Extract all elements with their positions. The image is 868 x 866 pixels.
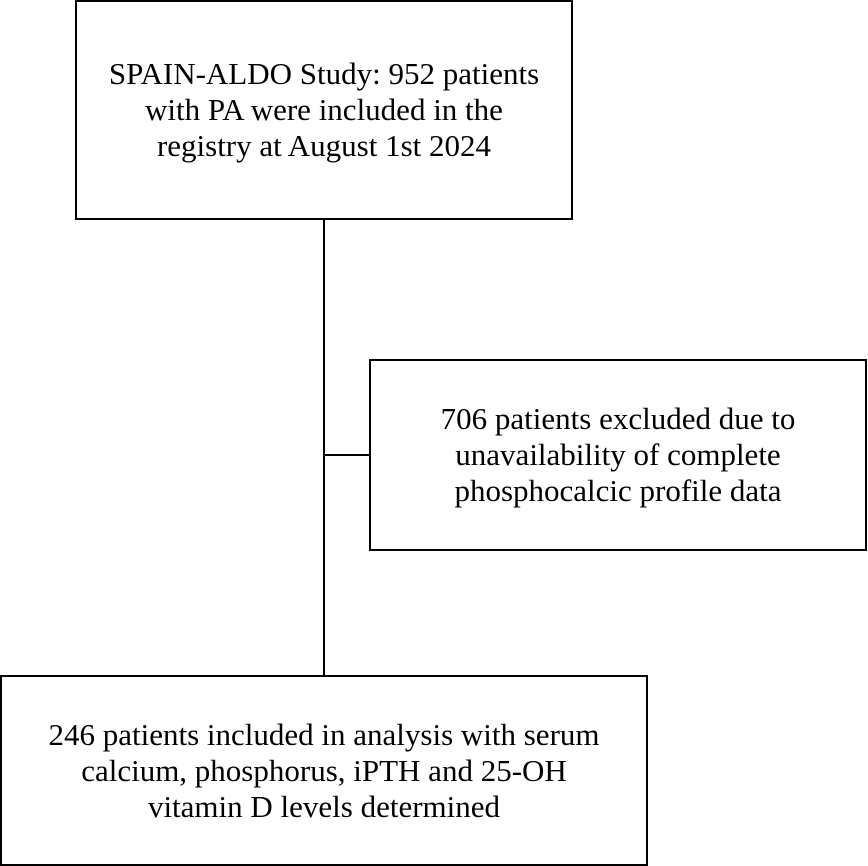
- exclusion-box-text: 706 patients excluded due to unavailability of complete phosphocalcic profile data: [440, 401, 796, 508]
- analysis-box-text: 246 patients included in analysis with serum calcium, phosphorus, iPTH and 25-OH vitamin D levels determined: [48, 716, 600, 824]
- analysis-box: [0, 675, 648, 866]
- connector-line-exclusion-branch: [324, 454, 370, 456]
- enrollment-box: [75, 0, 573, 220]
- enrollment-box-text: SPAIN-ALDO Study: 952 patients with PA were included in the registry at August 1st 2024: [108, 56, 540, 163]
- exclusion-box: [369, 359, 867, 551]
- connector-line-vertical: [323, 219, 325, 676]
